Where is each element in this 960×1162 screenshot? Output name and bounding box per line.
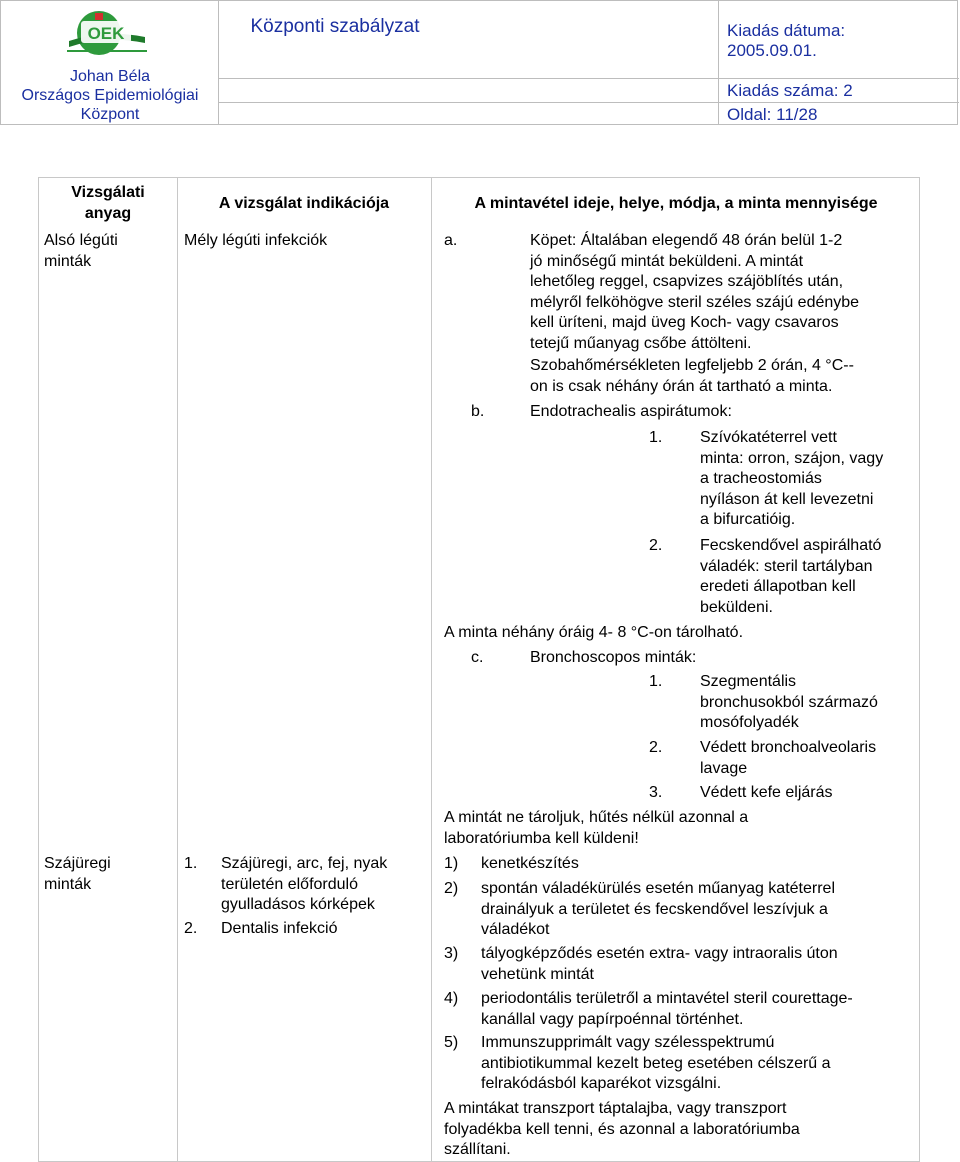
column-divider (177, 178, 178, 1161)
row1-indication: Mély légúti infekciók (184, 232, 328, 249)
list-item: tályogképződés esetén extra- vagy intraoralis úton vehetünk mintát (481, 945, 838, 983)
list-number: 1. (649, 429, 663, 446)
document-title: Központi szabályzat (250, 16, 420, 37)
header-divider (719, 78, 959, 79)
list-number: 3) (444, 945, 459, 962)
endotracheal-title: Endotrachealis aspirátumok: (530, 403, 732, 420)
list-number: 1. (184, 855, 198, 872)
list-item: Immunszupprimált vagy szélesspektrumú antibiotikummal kezelt beteg esetében célszerű a felrakódásból kaparékot vizsgálni. (481, 1034, 831, 1092)
bronchoscopic-storage-note: A mintát ne tároljuk, hűtés nélkül azonnal a laboratóriumba kell küldeni! (444, 809, 749, 847)
header-divider (219, 102, 718, 103)
column-divider (431, 178, 432, 1161)
header-title-cell (219, 1, 719, 124)
bronchoscopic-title: Bronchoscopos minták: (530, 649, 697, 666)
list-item: Védett bronchoalveolaris lavage (700, 739, 877, 777)
list-number: 5) (444, 1034, 459, 1051)
list-item: spontán váladékürülés esetén műanyag katéterrel drainályuk a területet és fecskendővel leszívjuk a váladékot (481, 880, 835, 938)
issue-date-label: Kiadás dátuma: (727, 21, 846, 40)
list-number: 3. (649, 784, 663, 801)
header-divider (719, 102, 959, 103)
header-divider (219, 78, 718, 79)
list-number: 2. (649, 537, 663, 554)
organization-name (1, 67, 219, 124)
list-number: 1. (649, 673, 663, 690)
transport-note: A mintákat transzport táptalajba, vagy transzport folyadékba kell tenni, és azonnal a laboratóriumba szállítani. (444, 1100, 800, 1158)
oek-logo-icon (61, 7, 151, 65)
item-marker-b: b. (471, 403, 485, 420)
issue-date: 2005.09.01. (727, 41, 817, 60)
row2-indication: Szájüregi, arc, fej, nyak területén előforduló gyulladásos kórképek (221, 855, 388, 913)
org-line: Országos Epidemiológiai (21, 87, 199, 104)
list-number: 2. (649, 739, 663, 756)
page-number: Oldal: 11/28 (727, 105, 818, 124)
list-number: 2) (444, 880, 459, 897)
column-header-material: Vizsgálati anyag (71, 184, 145, 222)
list-item: Védett kefe eljárás (700, 784, 833, 801)
endotracheal-storage-note: A minta néhány óráig 4- 8 °C-on tárolható. (444, 624, 744, 641)
header-org-cell (1, 1, 219, 124)
list-item: kenetkészítés (481, 855, 579, 872)
list-item: periodontális területről a mintavétel steril courettage- kanállal vagy papírpoénnal történhet. (481, 990, 853, 1028)
sampling-table (38, 177, 920, 1162)
column-header-indication: A vizsgálat indikációja (218, 195, 390, 212)
svg-text:OEK: OEK (87, 24, 125, 43)
row1-material: Alsó légúti minták (44, 232, 118, 270)
item-marker-a: a. (444, 232, 458, 249)
issue-number: Kiadás száma: 2 (727, 81, 853, 100)
org-line: Johan Béla (69, 68, 151, 85)
item-marker-c: c. (471, 649, 484, 666)
sputum-description: Köpet: Általában elegendő 48 órán belül 1-2 jó minőségű mintát beküldeni. A mintát lehetőleg reggel, csapvizes szájöblítés után, mélyről felköhögve steril széles szájú edénybe kell üríteni, majd üveg Koch- vagy csavaros tetejű műanyag csőbe áttölteni. (530, 232, 860, 352)
list-number: 2. (184, 920, 198, 937)
list-item: Fecskendővel aspirálható váladék: steril tartályban eredeti állapotban kell beküldeni. (700, 537, 882, 616)
list-item: Szegmentális bronchusokból származó mosófolyadék (700, 673, 878, 731)
row2-indication: Dentalis infekció (221, 920, 338, 937)
sputum-storage-note: Szobahőmérsékleten legfeljebb 2 órán, 4 °C-- on is csak néhány órán át tartható a minta. (530, 357, 854, 395)
header-meta-cell (719, 1, 959, 124)
list-number: 1) (444, 855, 459, 872)
row2-material: Szájüregi minták (44, 855, 111, 893)
org-line: Központ (80, 106, 140, 123)
list-number: 4) (444, 990, 459, 1007)
column-header-sampling: A mintavétel ideje, helye, módja, a minta mennyisége (474, 195, 878, 212)
list-item: Szívókatéterrel vett minta: orron, szájon, vagy a tracheostomiás nyíláson át kell levezetni a bifurcatióig. (700, 429, 884, 528)
document-header (0, 0, 958, 125)
